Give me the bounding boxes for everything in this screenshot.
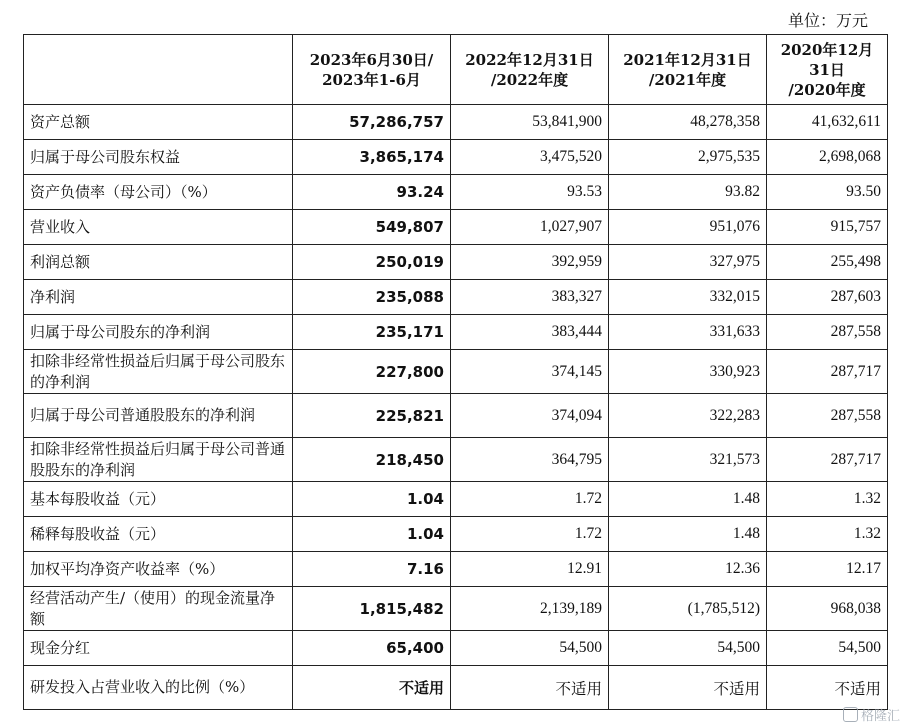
value-cell: (1,785,512): [609, 587, 767, 631]
header-row: [24, 35, 888, 105]
value-cell: 218,450: [293, 438, 451, 482]
value-cell: 374,145: [451, 350, 609, 394]
value-cell: 48,278,358: [609, 105, 767, 140]
value-cell: 不适用: [451, 666, 609, 710]
value-cell: 不适用: [293, 666, 451, 710]
value-cell: 12.36: [609, 552, 767, 587]
row-label: 资产负债率（母公司）（%）: [24, 175, 293, 210]
value-cell: 7.16: [293, 552, 451, 587]
watermark: [843, 705, 900, 724]
value-cell: 65,400: [293, 631, 451, 666]
value-cell: 332,015: [609, 280, 767, 315]
value-cell: 12.17: [767, 552, 888, 587]
value-cell: 93.24: [293, 175, 451, 210]
value-cell: 3,865,174: [293, 140, 451, 175]
header-cell-period-1: 2023年6月30日/ 2023年1-6月: [293, 35, 451, 105]
table-row: [24, 631, 888, 666]
table-row: [24, 666, 888, 710]
row-label: 稀释每股收益（元）: [24, 517, 293, 552]
value-cell: 1.04: [293, 482, 451, 517]
table-row: [24, 517, 888, 552]
row-label: 净利润: [24, 280, 293, 315]
table-row: [24, 105, 888, 140]
value-cell: 235,171: [293, 315, 451, 350]
value-cell: 255,498: [767, 245, 888, 280]
table-row: [24, 350, 888, 394]
table-row: [24, 210, 888, 245]
row-label: 资产总额: [24, 105, 293, 140]
value-cell: 383,327: [451, 280, 609, 315]
value-cell: 235,088: [293, 280, 451, 315]
table-row: [24, 315, 888, 350]
value-cell: 1.04: [293, 517, 451, 552]
value-cell: 549,807: [293, 210, 451, 245]
header-cell-period-3: 2021年12月31日 /2021年度: [609, 35, 767, 105]
value-cell: 3,475,520: [451, 140, 609, 175]
value-cell: 1,815,482: [293, 587, 451, 631]
row-label: 加权平均净资产收益率（%）: [24, 552, 293, 587]
row-label: 归属于母公司股东权益: [24, 140, 293, 175]
value-cell: 227,800: [293, 350, 451, 394]
value-cell: 1.32: [767, 482, 888, 517]
unit-label: 单位：万元: [787, 11, 868, 30]
value-cell: 1.72: [451, 482, 609, 517]
value-cell: 951,076: [609, 210, 767, 245]
value-cell: 392,959: [451, 245, 609, 280]
table-row: [24, 245, 888, 280]
table-row: [24, 280, 888, 315]
value-cell: 不适用: [609, 666, 767, 710]
watermark-text: 格隆汇: [860, 709, 900, 724]
header-cell-blank: [24, 35, 293, 105]
row-label: 经营活动产生/（使用）的现金流量净额: [24, 587, 293, 631]
value-cell: 1.48: [609, 482, 767, 517]
row-label: 研发投入占营业收入的比例（%）: [24, 666, 293, 710]
value-cell: 53,841,900: [451, 105, 609, 140]
header-cell-period-2: 2022年12月31日 /2022年度: [451, 35, 609, 105]
value-cell: 1,027,907: [451, 210, 609, 245]
value-cell: 287,717: [767, 350, 888, 394]
watermark-logo-icon: [843, 707, 858, 722]
row-label: 扣除非经常性损益后归属于母公司股东的净利润: [24, 350, 293, 394]
table-row: [24, 140, 888, 175]
value-cell: 2,698,068: [767, 140, 888, 175]
value-cell: 2,139,189: [451, 587, 609, 631]
value-cell: 915,757: [767, 210, 888, 245]
value-cell: 1.72: [451, 517, 609, 552]
value-cell: 57,286,757: [293, 105, 451, 140]
row-label: 现金分红: [24, 631, 293, 666]
value-cell: 327,975: [609, 245, 767, 280]
value-cell: 93.50: [767, 175, 888, 210]
value-cell: 54,500: [609, 631, 767, 666]
value-cell: 1.32: [767, 517, 888, 552]
row-label: 归属于母公司普通股股东的净利润: [24, 394, 293, 438]
value-cell: 364,795: [451, 438, 609, 482]
table-row: [24, 552, 888, 587]
value-cell: 93.82: [609, 175, 767, 210]
value-cell: 383,444: [451, 315, 609, 350]
value-cell: 250,019: [293, 245, 451, 280]
value-cell: 12.91: [451, 552, 609, 587]
financial-table: [23, 34, 888, 710]
table-row: [24, 394, 888, 438]
header-cell-period-4: 2020年12月 31日 /2020年度: [767, 35, 888, 105]
row-label: 扣除非经常性损益后归属于母公司普通股股东的净利润: [24, 438, 293, 482]
value-cell: 225,821: [293, 394, 451, 438]
table-row: [24, 175, 888, 210]
value-cell: 287,717: [767, 438, 888, 482]
value-cell: 330,923: [609, 350, 767, 394]
value-cell: 331,633: [609, 315, 767, 350]
table-row: [24, 482, 888, 517]
value-cell: 54,500: [451, 631, 609, 666]
table-row: [24, 438, 888, 482]
value-cell: 不适用: [767, 666, 888, 710]
row-label: 营业收入: [24, 210, 293, 245]
value-cell: 93.53: [451, 175, 609, 210]
value-cell: 322,283: [609, 394, 767, 438]
value-cell: 287,603: [767, 280, 888, 315]
value-cell: 54,500: [767, 631, 888, 666]
value-cell: 2,975,535: [609, 140, 767, 175]
value-cell: 287,558: [767, 315, 888, 350]
table-row: [24, 587, 888, 631]
value-cell: 374,094: [451, 394, 609, 438]
row-label: 归属于母公司股东的净利润: [24, 315, 293, 350]
row-label: 基本每股收益（元）: [24, 482, 293, 517]
value-cell: 1.48: [609, 517, 767, 552]
row-label: 利润总额: [24, 245, 293, 280]
value-cell: 321,573: [609, 438, 767, 482]
value-cell: 41,632,611: [767, 105, 888, 140]
value-cell: 968,038: [767, 587, 888, 631]
value-cell: 287,558: [767, 394, 888, 438]
